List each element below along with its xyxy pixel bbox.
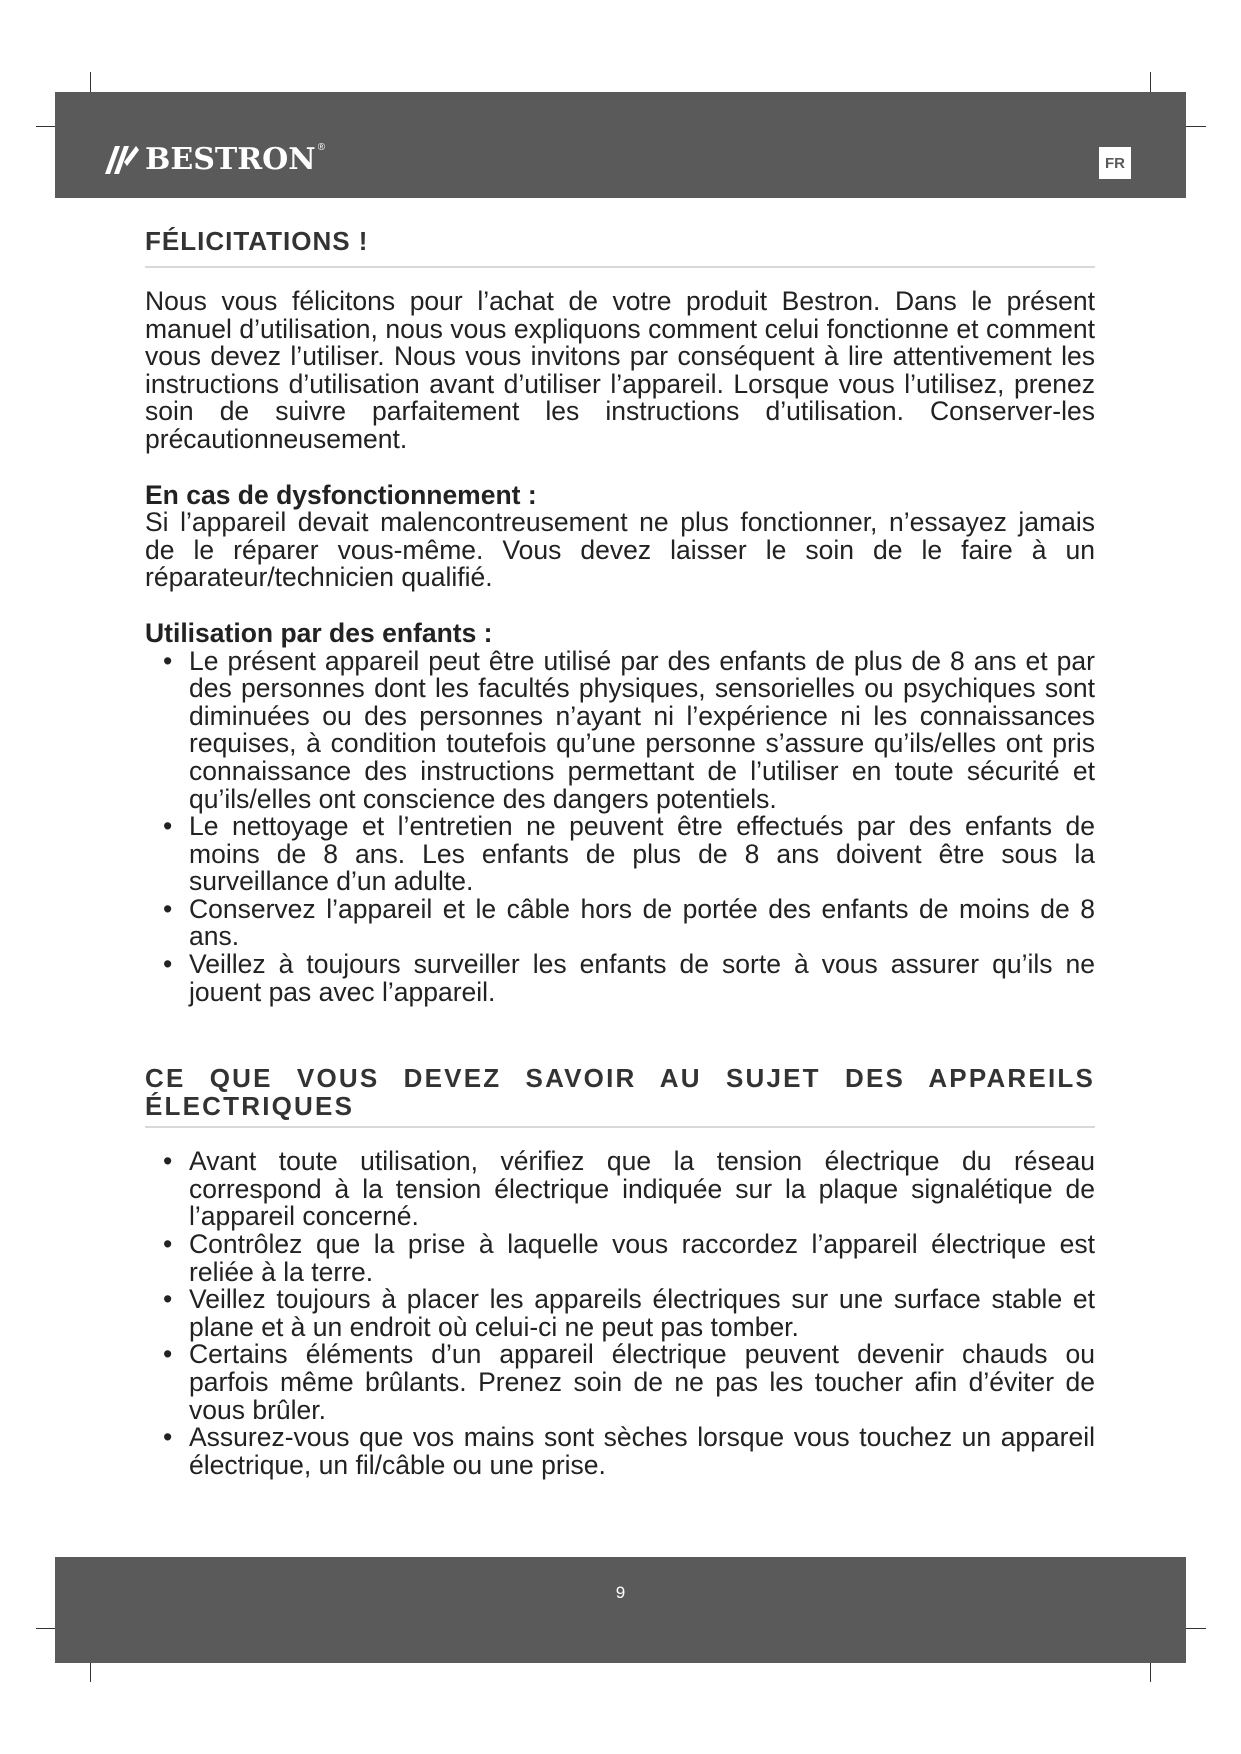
- footer-bar: [55, 1557, 1186, 1663]
- list-item: • Assurez-vous que vos mains sont sèches lorsque vous touchez un appareil électrique, un fil/câble ou une prise.: [163, 1422, 1095, 1480]
- list-item: • Certains éléments d’un appareil électrique peuvent devenir chauds ou parfois même brûlants. Prenez soin de ne pas les toucher afin d’éviter de vous brûler.: [163, 1339, 1095, 1425]
- language-badge: FR: [1099, 147, 1131, 179]
- electrical-list: [145, 1148, 1095, 1479]
- children-list: [145, 645, 1095, 1007]
- list-item: • Veillez toujours à placer les appareils électriques sur une surface stable et plane et à un endroit où celui-ci ne peut pas tomber.: [163, 1284, 1095, 1342]
- list-item: • Avant toute utilisation, vérifiez que la tension électrique du réseau correspond à la tension électrique indiquée sur la plaque signalétique de l’appareil concerné.: [163, 1146, 1095, 1232]
- title-divider: [145, 266, 1095, 268]
- header-bar: [55, 92, 1186, 198]
- list-item: • Veillez à toujours surveiller les enfants de sorte à vous assurer qu’ils ne jouent pas avec l’appareil.: [163, 949, 1095, 1007]
- title-divider: [145, 1126, 1095, 1128]
- registered-mark: ®: [317, 142, 326, 153]
- section-title-electrical: CE QUE VOUS DEVEZ SAVOIR AU SUJET DES APPAREILS ÉLECTRIQUES: [145, 1063, 1095, 1122]
- chevron-logo-icon: [105, 144, 139, 176]
- intro-paragraph: Nous vous félicitons pour l’achat de votre produit Bestron. Dans le présent manuel d’utilisation, nous vous expliquons comment celui fonctionne et comment vous devez l’utiliser. Nous vous invitons par conséquent à lire attentivement les instructions d’utilisation avant d’utiliser l’appareil. Lorsque vous l’utilisez, prenez soin de suivre parfaitement les instructions d’utilisation. Conserver-les précautionneusement.: [145, 286, 1095, 454]
- brand-logo: [105, 140, 325, 180]
- list-item: • Conservez l’appareil et le câble hors de portée des enfants de moins de 8 ans.: [163, 893, 1095, 952]
- page-number: 9: [615, 1583, 626, 1602]
- brand-name: BESTRON: [145, 142, 316, 177]
- children-heading: Utilisation par des enfants :: [145, 617, 493, 648]
- malfunction-paragraph: Si l’appareil devait malencontreusement ne plus fonctionner, n’essayez jamais de le réparer vous-même. Vous devez laisser le soin de le faire à un réparateur/technicien qualifié.: [145, 507, 1095, 593]
- main-content: [145, 226, 1095, 1479]
- list-item: • Contrôlez que la prise à laquelle vous raccordez l’appareil électrique est reliée à la terre.: [163, 1229, 1095, 1287]
- section-title-congratulations: FÉLICITATIONS !: [145, 226, 369, 256]
- list-item: • Le présent appareil peut être utilisé par des enfants de plus de 8 ans et par des personnes dont les facultés physiques, sensorielles ou psychiques sont diminuées ou des personnes n’ayant ni l’expérience ni les connaissances requises, à condition toutefois qu’une personne s’assure qu’ils/elles ont pris connaissance des instructions permettant de l’utiliser en toute sécurité et qu’ils/elles ont conscience des dangers potentiels.: [163, 645, 1095, 814]
- list-item: • Le nettoyage et l’entretien ne peuvent être effectués par des enfants de moins de 8 ans. Les enfants de plus de 8 ans doivent être sous la surveillance d’un adulte.: [163, 811, 1095, 897]
- malfunction-heading: En cas de dysfonctionnement :: [145, 479, 537, 510]
